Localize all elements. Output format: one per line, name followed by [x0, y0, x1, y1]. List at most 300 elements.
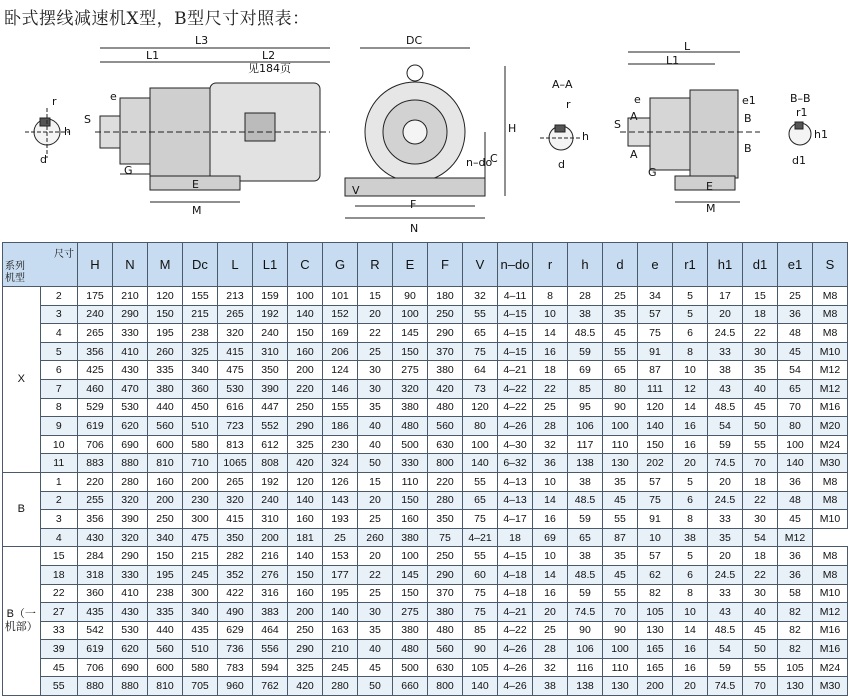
value-cell: 82 — [778, 603, 813, 622]
value-cell: 110 — [393, 472, 428, 491]
value-cell: 16 — [673, 435, 708, 454]
value-cell: 143 — [323, 491, 358, 510]
value-cell: 275 — [393, 603, 428, 622]
value-cell: 215 — [183, 547, 218, 566]
value-cell: 16 — [673, 658, 708, 677]
value-cell: 200 — [288, 603, 323, 622]
value-cell: 150 — [393, 342, 428, 361]
value-cell: 813 — [218, 435, 253, 454]
svg-text:见184页: 见184页 — [248, 62, 291, 75]
value-cell: 20 — [673, 677, 708, 696]
value-cell: 200 — [183, 472, 218, 491]
model-cell: 10 — [40, 435, 78, 454]
value-cell: 330 — [393, 454, 428, 473]
value-cell: 155 — [183, 287, 218, 306]
value-cell: 54 — [708, 417, 743, 436]
value-cell: 16 — [533, 510, 568, 529]
value-cell: 335 — [148, 603, 183, 622]
value-cell: 75 — [463, 603, 498, 622]
value-cell: 43 — [708, 603, 743, 622]
value-cell: 35 — [603, 472, 638, 491]
value-cell: 335 — [148, 361, 183, 380]
value-cell: 230 — [323, 435, 358, 454]
value-cell: 10 — [673, 603, 708, 622]
value-cell: 150 — [393, 491, 428, 510]
value-cell: 65 — [463, 324, 498, 343]
value-cell: 17 — [708, 287, 743, 306]
table-row — [3, 621, 848, 640]
value-cell: 4–26 — [498, 677, 533, 696]
value-cell: 75 — [463, 584, 498, 603]
value-cell: 25 — [358, 584, 393, 603]
value-cell: 165 — [638, 640, 673, 659]
value-cell: 736 — [218, 640, 253, 659]
value-cell: 38 — [568, 305, 603, 324]
value-cell: 106 — [568, 640, 603, 659]
table-row — [3, 379, 848, 398]
reducer-dimension-drawings — [0, 28, 850, 240]
svg-text:e1: e1 — [742, 94, 756, 107]
value-cell: 6 — [673, 565, 708, 584]
value-cell: 4–15 — [498, 324, 533, 343]
value-cell: 153 — [323, 547, 358, 566]
value-cell: 420 — [428, 379, 463, 398]
value-cell: 255 — [78, 491, 113, 510]
value-cell: 25 — [323, 528, 358, 547]
value-cell: 580 — [183, 658, 218, 677]
value-cell: 422 — [218, 584, 253, 603]
value-cell: 8 — [533, 287, 568, 306]
value-cell: 32 — [463, 287, 498, 306]
svg-text:A–A: A–A — [552, 78, 573, 91]
value-cell: 360 — [183, 379, 218, 398]
value-cell: 14 — [533, 565, 568, 584]
value-cell: 464 — [253, 621, 288, 640]
value-cell: 70 — [743, 677, 778, 696]
value-cell: 510 — [183, 640, 218, 659]
value-cell: 70 — [778, 398, 813, 417]
value-cell: 24.5 — [708, 491, 743, 510]
value-cell: 800 — [428, 677, 463, 696]
column-header-l: L — [218, 243, 253, 287]
value-cell: 85 — [463, 621, 498, 640]
value-cell: 330 — [113, 324, 148, 343]
value-cell: 20 — [358, 305, 393, 324]
value-cell: 80 — [603, 379, 638, 398]
value-cell: 480 — [428, 398, 463, 417]
value-cell: 43 — [708, 379, 743, 398]
svg-text:L: L — [684, 40, 691, 53]
value-cell: 150 — [288, 565, 323, 584]
svg-text:E: E — [192, 178, 199, 191]
value-cell: 560 — [428, 417, 463, 436]
value-cell: 55 — [463, 472, 498, 491]
value-cell: 80 — [778, 417, 813, 436]
svg-text:A: A — [630, 148, 638, 161]
value-cell: 30 — [743, 510, 778, 529]
value-cell: 783 — [218, 658, 253, 677]
value-cell: 90 — [603, 398, 638, 417]
table-header-row — [3, 243, 848, 287]
value-cell: 620 — [113, 417, 148, 436]
value-cell: 594 — [253, 658, 288, 677]
series-cell: B（一机部） — [3, 547, 41, 696]
value-cell: 35 — [603, 547, 638, 566]
value-cell: 216 — [253, 547, 288, 566]
shaft-section-left — [25, 95, 71, 166]
value-cell: 33 — [708, 584, 743, 603]
table-row — [3, 305, 848, 324]
value-cell: 124 — [323, 361, 358, 380]
value-cell: 6–32 — [498, 454, 533, 473]
value-cell: 808 — [253, 454, 288, 473]
svg-text:S: S — [614, 118, 621, 131]
value-cell: 435 — [78, 603, 113, 622]
value-cell: M30 — [813, 677, 848, 696]
column-header-h1: h1 — [708, 243, 743, 287]
value-cell: 475 — [183, 528, 218, 547]
column-header-f: F — [428, 243, 463, 287]
svg-text:h: h — [64, 125, 71, 138]
svg-text:B–B: B–B — [790, 92, 811, 105]
value-cell: 195 — [148, 565, 183, 584]
value-cell: 800 — [428, 454, 463, 473]
value-cell: 120 — [463, 398, 498, 417]
value-cell: 318 — [78, 565, 113, 584]
value-cell: 33 — [708, 510, 743, 529]
value-cell: 12 — [673, 379, 708, 398]
value-cell: 320 — [113, 528, 148, 547]
value-cell: 4–26 — [498, 640, 533, 659]
value-cell: 470 — [113, 379, 148, 398]
value-cell: 20 — [708, 472, 743, 491]
value-cell: 74.5 — [568, 603, 603, 622]
value-cell: 14 — [533, 324, 568, 343]
svg-text:n–do: n–do — [466, 156, 493, 169]
value-cell: 480 — [393, 417, 428, 436]
value-cell: 35 — [358, 398, 393, 417]
value-cell: 55 — [463, 547, 498, 566]
value-cell: 280 — [323, 677, 358, 696]
value-cell: 420 — [288, 454, 323, 473]
value-cell: 50 — [743, 417, 778, 436]
value-cell: 75 — [428, 528, 463, 547]
value-cell: 35 — [708, 528, 743, 547]
value-cell: 55 — [463, 305, 498, 324]
value-cell: 36 — [778, 305, 813, 324]
value-cell: 38 — [533, 677, 568, 696]
value-cell: 450 — [183, 398, 218, 417]
value-cell: 352 — [218, 565, 253, 584]
value-cell: 22 — [743, 565, 778, 584]
value-cell: M16 — [813, 621, 848, 640]
value-cell: 6 — [673, 491, 708, 510]
model-cell: 55 — [40, 677, 78, 696]
value-cell: 85 — [568, 379, 603, 398]
value-cell: 70 — [743, 454, 778, 473]
value-cell: 245 — [323, 658, 358, 677]
value-cell: 160 — [148, 472, 183, 491]
value-cell: 4–17 — [498, 510, 533, 529]
value-cell: 73 — [463, 379, 498, 398]
value-cell: 28 — [568, 287, 603, 306]
value-cell: 74.5 — [708, 677, 743, 696]
value-cell: 245 — [183, 565, 218, 584]
series-cell: B — [3, 472, 41, 546]
svg-text:B: B — [744, 142, 752, 155]
value-cell: 159 — [253, 287, 288, 306]
value-cell: 40 — [358, 417, 393, 436]
value-cell: 220 — [428, 472, 463, 491]
value-cell: 4–18 — [498, 584, 533, 603]
value-cell: 55 — [743, 658, 778, 677]
value-cell: 58 — [778, 584, 813, 603]
column-header-r: R — [358, 243, 393, 287]
column-header-h: h — [568, 243, 603, 287]
svg-text:d: d — [40, 153, 47, 166]
value-cell: 22 — [533, 379, 568, 398]
value-cell: 706 — [78, 435, 113, 454]
value-cell: 90 — [463, 640, 498, 659]
value-cell: 25 — [358, 342, 393, 361]
column-header-ndo: n–do — [498, 243, 533, 287]
model-cell: 22 — [40, 584, 78, 603]
value-cell: M12 — [813, 361, 848, 380]
value-cell: 380 — [428, 361, 463, 380]
value-cell: 350 — [253, 361, 288, 380]
value-cell: 145 — [393, 324, 428, 343]
value-cell: 4–15 — [498, 547, 533, 566]
value-cell: 160 — [393, 510, 428, 529]
header-corner-cell — [3, 243, 78, 287]
svg-text:N: N — [410, 222, 419, 235]
value-cell: 290 — [428, 324, 463, 343]
value-cell: 152 — [323, 305, 358, 324]
value-cell: 33 — [708, 342, 743, 361]
value-cell: 160 — [288, 510, 323, 529]
value-cell: 440 — [148, 621, 183, 640]
value-cell: 50 — [743, 640, 778, 659]
value-cell: 240 — [253, 324, 288, 343]
value-cell: 10 — [638, 528, 673, 547]
value-cell: 36 — [533, 454, 568, 473]
value-cell: 75 — [638, 324, 673, 343]
value-cell: 65 — [603, 361, 638, 380]
value-cell: 22 — [358, 565, 393, 584]
table-row — [3, 640, 848, 659]
column-header-n: N — [113, 243, 148, 287]
value-cell: 150 — [148, 547, 183, 566]
value-cell: 20 — [673, 454, 708, 473]
value-cell: 330 — [113, 565, 148, 584]
value-cell: 90 — [393, 287, 428, 306]
value-cell: 16 — [673, 640, 708, 659]
value-cell: M24 — [813, 658, 848, 677]
value-cell: 54 — [708, 640, 743, 659]
value-cell: 60 — [463, 565, 498, 584]
value-cell: 140 — [638, 417, 673, 436]
svg-text:M: M — [706, 202, 716, 215]
value-cell: 325 — [183, 342, 218, 361]
value-cell: 62 — [638, 565, 673, 584]
model-cell: 4 — [40, 528, 78, 547]
value-cell: 87 — [603, 528, 638, 547]
value-cell: 101 — [323, 287, 358, 306]
value-cell: 45 — [743, 398, 778, 417]
svg-text:A: A — [630, 110, 638, 123]
model-cell: 2 — [40, 491, 78, 510]
value-cell: 324 — [323, 454, 358, 473]
value-cell: 265 — [218, 305, 253, 324]
value-cell: 620 — [113, 640, 148, 659]
value-cell: M30 — [813, 454, 848, 473]
value-cell: 59 — [568, 510, 603, 529]
value-cell: 310 — [253, 510, 288, 529]
value-cell: 57 — [638, 305, 673, 324]
value-cell: 10 — [673, 361, 708, 380]
value-cell: 240 — [253, 491, 288, 510]
value-cell: 4–11 — [498, 287, 533, 306]
value-cell: 1065 — [218, 454, 253, 473]
value-cell: 380 — [428, 603, 463, 622]
value-cell: 480 — [428, 621, 463, 640]
value-cell: 206 — [323, 342, 358, 361]
value-cell: 320 — [113, 491, 148, 510]
value-cell: 10 — [533, 472, 568, 491]
value-cell: 290 — [288, 640, 323, 659]
value-cell: 430 — [113, 361, 148, 380]
value-cell: 25 — [603, 287, 638, 306]
series-header-label: 系列 — [5, 261, 25, 272]
model-cell: 1 — [40, 472, 78, 491]
value-cell: M16 — [813, 398, 848, 417]
value-cell: 4–26 — [498, 658, 533, 677]
value-cell: 130 — [603, 677, 638, 696]
value-cell: 260 — [358, 528, 393, 547]
value-cell: 40 — [743, 379, 778, 398]
value-cell: 57 — [638, 547, 673, 566]
value-cell: 282 — [218, 547, 253, 566]
value-cell: 14 — [533, 491, 568, 510]
value-cell: 5 — [673, 547, 708, 566]
value-cell: 200 — [148, 491, 183, 510]
value-cell: 630 — [428, 658, 463, 677]
value-cell: 32 — [533, 435, 568, 454]
value-cell: 54 — [743, 528, 778, 547]
value-cell: 126 — [323, 472, 358, 491]
value-cell: 48 — [778, 324, 813, 343]
svg-text:h1: h1 — [814, 128, 828, 141]
value-cell: 192 — [253, 472, 288, 491]
value-cell: 100 — [463, 435, 498, 454]
value-cell: 195 — [148, 324, 183, 343]
value-cell: 120 — [638, 398, 673, 417]
value-cell: 238 — [148, 584, 183, 603]
value-cell: 65 — [568, 528, 603, 547]
model-cell: 5 — [40, 342, 78, 361]
value-cell: 16 — [673, 417, 708, 436]
value-cell: 150 — [638, 435, 673, 454]
table-row — [3, 454, 848, 473]
column-header-g: G — [323, 243, 358, 287]
value-cell: 4–22 — [498, 398, 533, 417]
value-cell: 480 — [393, 640, 428, 659]
value-cell: 50 — [358, 454, 393, 473]
value-cell: 28 — [533, 640, 568, 659]
value-cell: 48.5 — [568, 491, 603, 510]
value-cell: 30 — [358, 603, 393, 622]
value-cell: 325 — [288, 435, 323, 454]
table-row — [3, 342, 848, 361]
value-cell: 50 — [358, 677, 393, 696]
value-cell: 18 — [533, 361, 568, 380]
value-cell: M8 — [813, 305, 848, 324]
value-cell: 120 — [148, 287, 183, 306]
value-cell: 629 — [218, 621, 253, 640]
value-cell: 30 — [358, 361, 393, 380]
value-cell: 240 — [78, 305, 113, 324]
value-cell: 410 — [113, 342, 148, 361]
value-cell: 48.5 — [568, 324, 603, 343]
value-cell: 25 — [358, 510, 393, 529]
value-cell: 140 — [463, 454, 498, 473]
value-cell: 140 — [288, 305, 323, 324]
svg-text:DC: DC — [406, 34, 423, 47]
svg-text:M: M — [192, 204, 202, 217]
value-cell: 22 — [358, 324, 393, 343]
value-cell: 490 — [218, 603, 253, 622]
value-cell: 280 — [113, 472, 148, 491]
column-header-l1: L1 — [253, 243, 288, 287]
value-cell: 320 — [393, 379, 428, 398]
column-header-v: V — [463, 243, 498, 287]
value-cell: 25 — [778, 287, 813, 306]
value-cell: 4–15 — [498, 305, 533, 324]
value-cell: 810 — [148, 454, 183, 473]
value-cell: M10 — [813, 510, 848, 529]
value-cell: 880 — [113, 677, 148, 696]
value-cell: 69 — [533, 528, 568, 547]
series-cell: X — [3, 287, 41, 473]
svg-text:L1: L1 — [666, 54, 680, 67]
front-view-drawing — [345, 48, 505, 218]
value-cell: 82 — [778, 640, 813, 659]
value-cell: 90 — [603, 621, 638, 640]
value-cell: 14 — [673, 621, 708, 640]
value-cell: 100 — [393, 305, 428, 324]
value-cell: 370 — [428, 584, 463, 603]
value-cell: 447 — [253, 398, 288, 417]
value-cell: 192 — [253, 305, 288, 324]
model-cell: 9 — [40, 417, 78, 436]
value-cell: 10 — [533, 305, 568, 324]
value-cell: 390 — [253, 379, 288, 398]
model-cell: 27 — [40, 603, 78, 622]
value-cell: 316 — [253, 584, 288, 603]
value-cell: 529 — [78, 398, 113, 417]
value-cell: 10 — [533, 547, 568, 566]
table-row — [3, 584, 848, 603]
value-cell: 5 — [673, 472, 708, 491]
model-cell: 15 — [40, 547, 78, 566]
value-cell: 116 — [568, 658, 603, 677]
value-cell: 290 — [113, 547, 148, 566]
value-cell: 45 — [778, 510, 813, 529]
value-cell: 560 — [148, 640, 183, 659]
value-cell: 20 — [533, 603, 568, 622]
model-cell: 39 — [40, 640, 78, 659]
value-cell: 15 — [358, 472, 393, 491]
